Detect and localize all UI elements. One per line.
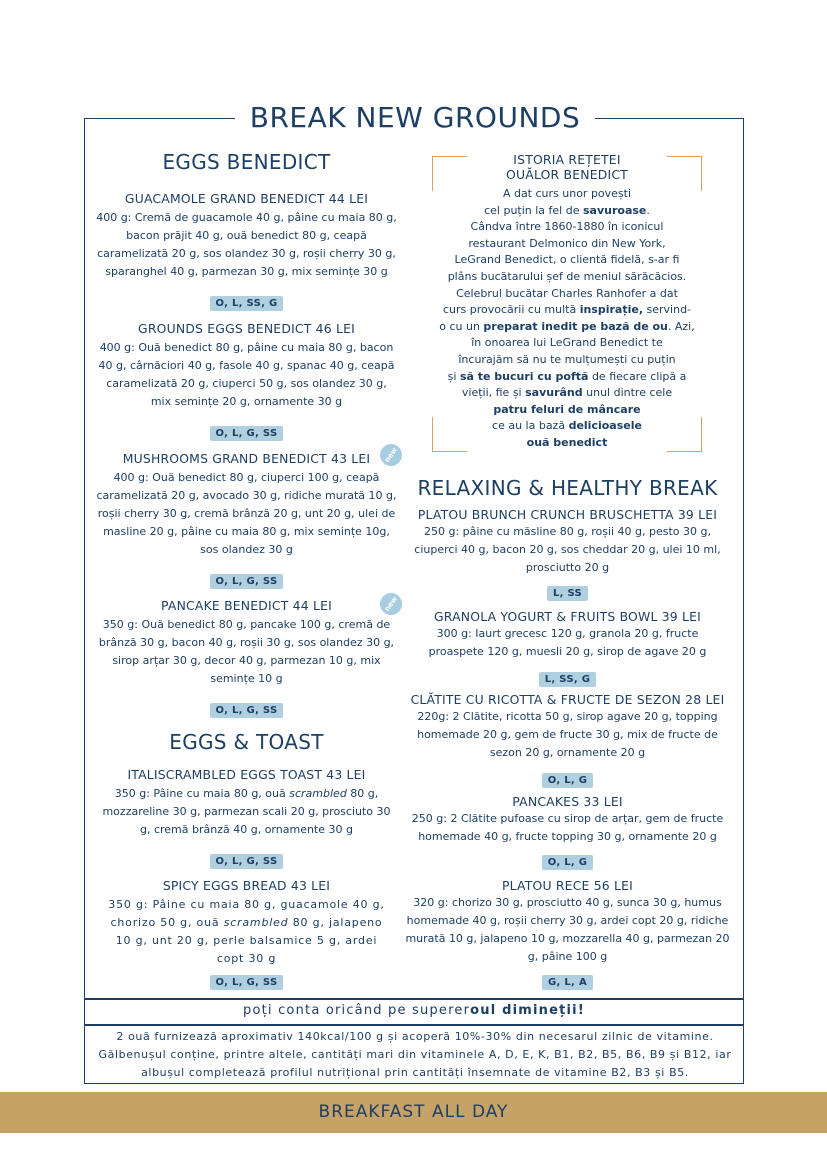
item-name: PANCAKE BENEDICT 44 LEI — [161, 598, 332, 613]
item-name: ITALISCRAMBLED EGGS TOAST 43 LEI — [127, 767, 366, 782]
allergen-badge: O, L, G, SS — [210, 975, 284, 990]
section-heading-eggs-toast: EGGS & TOAST — [169, 730, 324, 754]
item-name: GUACAMOLE GRAND BENEDICT 44 LEI — [124, 191, 369, 206]
item-description — [95, 469, 398, 559]
section-heading-eggs-benedict: EGGS BENEDICT — [162, 150, 331, 174]
corner-ornament — [667, 417, 702, 452]
desc-line: caramelizată 20 g, avocado 30 g, ridiche murată 10 g, — [96, 489, 397, 502]
allergen-badge: O, L, G, SS — [210, 703, 284, 718]
desc-line: semințe 10 g — [210, 672, 283, 685]
desc-line: mozzareline 30 g, parmezan scali 20 g, prosciuto 30 — [102, 805, 391, 818]
desc-line: 400 g: Ouă benedict 80 g, ciuperci 100 g, ceapă — [113, 471, 380, 484]
menu-item — [95, 597, 398, 718]
menu-item — [405, 793, 730, 870]
menu-item — [405, 506, 730, 601]
corner-ornament — [667, 156, 702, 191]
desc-line: g, cremă brânză 40 g, ornamente 30 g — [139, 823, 353, 836]
page-title: BREAK NEW GROUNDS — [235, 100, 595, 136]
item-description: 220g: 2 Clătite, ricotta 50 g, sirop agave 20 g, topping homemade 20 g, gem de fructe 30 g, mix de fructe de sezon 20 g, ornamente 20 g — [417, 710, 718, 759]
menu-item — [95, 190, 398, 311]
item-description: 300 g: Iaurt grecesc 120 g, granola 20 g, fructe proaspete 120 g, muesli 20 g, sirop de agave 20 g — [428, 627, 707, 658]
item-name: CLĂTITE CU RICOTTA & FRUCTE DE SEZON 28 LEI — [410, 692, 725, 707]
desc-line: 400 g: Cremă de guacamole 40 g, pâine cu maia 80 g, — [96, 211, 397, 224]
corner-ornament — [432, 417, 467, 452]
desc-line: caramelizată 20 g, ciuperci 50 g, sos olandez 30 g, — [106, 377, 387, 390]
desc-line: 10 g, unt 20 g, perle balsamice 5 g, ardei — [115, 934, 378, 947]
desc-line: masline 20 g, pâine cu maia 80 g, mix semințe 10g, — [103, 525, 390, 538]
item-description — [95, 339, 398, 411]
breakfast-all-day-banner: BREAKFAST ALL DAY — [0, 1092, 827, 1133]
desc-line: chorizo 50 g, ouă scrambled 80 g, jalapeno — [110, 916, 383, 929]
tagline: poți conta oricând pe supereroul dimineții! — [243, 1003, 585, 1018]
desc-line: 350 g: Ouă benedict 80 g, pancake 100 g, cremă de — [102, 618, 391, 631]
eggs-toast-heading-block — [95, 728, 398, 756]
menu-item — [95, 320, 398, 441]
allergen-badge: O, L, G, SS — [210, 854, 284, 869]
allergen-badge: L, SS — [547, 586, 588, 601]
eggs-benedict-heading-block — [95, 148, 398, 176]
story-text: A dat curs unor povești cel puțin la fel de savuroase. Cândva între 1860-1880 în iconicul restaurant Delmonico din New York, LeGrand Benedict, o clientă fidelă, s-ar fi plâns bucătarului șef de meniul sărăcăcios. Celebrul bucătar Charles Ranhofer a dat curs provocării cu multă inspirație, servind- o cu un preparat inedit pe bază de ou. Azi, în onoarea lui LeGrand Benedict te încurajăm să nu te mulțumești cu puțin și să te bucuri cu poftă de fiecare clipă a vieții, fie și savurând unul dintre cele patru feluri de mâncare ce au la bază delicioasele ouă benedict — [439, 187, 695, 449]
menu-item — [95, 766, 398, 869]
new-badge-icon: new — [376, 440, 407, 471]
desc-line: copt 30 g — [216, 952, 277, 965]
menu-item — [405, 877, 730, 990]
desc-line: caramelizată 20 g, sos olandez 30 g, roșii cherry 30 g, — [97, 247, 396, 260]
allergen-badge: G, L, A — [542, 975, 593, 990]
item-description: 320 g: chorizo 30 g, prosciutto 40 g, sunca 30 g, humus homemade 40 g, roșii cherry 30 g, ardei copt 20 g, ridiche murată 10 g, jalapeno 10 g, mozzarella 40 g, parmezan 20 g, pâine 100 g — [405, 896, 730, 963]
new-badge-icon: new — [376, 589, 407, 620]
divider — [84, 1024, 744, 1026]
desc-line: bacon prăjit 40 g, ouă benedict 80 g, ceapă — [126, 229, 367, 242]
item-name: PLATOU RECE 56 LEI — [501, 878, 634, 893]
item-name: PLATOU BRUNCH CRUNCH BRUSCHETTA 39 LEI — [417, 507, 718, 522]
allergen-badge: O, L, G — [542, 855, 594, 870]
item-description: 250 g: pâine cu măsline 80 g, roșii 40 g, pesto 30 g, ciuperci 40 g, bacon 20 g, sos cheddar 20 g, ulei 10 ml, prosciutto 20 g — [414, 525, 721, 574]
item-description — [95, 209, 398, 281]
menu-item — [95, 877, 398, 990]
desc-line: sirop arțar 30 g, decor 40 g, parmezan 10 g, mix — [112, 654, 381, 667]
allergen-badge: O, L, SS, G — [210, 296, 284, 311]
story-box — [432, 152, 702, 452]
item-name: GROUNDS EGGS BENEDICT 46 LEI — [138, 321, 355, 336]
item-name: GRANOLA YOGURT & FRUITS BOWL 39 LEI — [434, 609, 701, 624]
corner-ornament — [432, 156, 467, 191]
desc-line: 350 g: Pâine cu maia 80 g, guacamole 40 g, — [108, 898, 385, 911]
item-description — [95, 785, 398, 839]
desc-line: sparanghel 40 g, parmezan 30 g, mix semințe 30 g — [105, 265, 388, 278]
item-name: PANCAKES 33 LEI — [512, 794, 623, 809]
desc-line: mix semințe 20 g, ornamente 30 g — [150, 395, 343, 408]
item-name: MUSHROOMS GRAND BENEDICT 43 LEI — [122, 451, 371, 466]
allergen-badge: L, SS, G — [539, 672, 597, 687]
section-heading-relaxing: RELAXING & HEALTHY BREAK — [417, 476, 718, 500]
item-description — [95, 616, 398, 688]
allergen-badge: O, L, G, SS — [210, 426, 284, 441]
menu-item — [405, 608, 730, 687]
desc-line: roșii cherry 30 g, cremă brânză 20 g, unt 20 g, ulei de — [97, 507, 396, 520]
menu-item — [95, 450, 398, 589]
item-description — [95, 896, 398, 968]
menu-item — [405, 691, 730, 788]
desc-line: 40 g, cârnăciori 40 g, fasole 40 g, spanac 40 g, ceapă — [98, 359, 395, 372]
desc-line: 400 g: Ouă benedict 80 g, pâine cu maia 80 g, bacon — [99, 341, 394, 354]
nutrition-note: 2 ouă furnizează aproximativ 140kcal/100 g și acoperă 10%-30% din necesarul zilnic de vitamine. Gălbenușul conține, printre altele, cantități mari din vitaminele A, D, E, K, B1, B2, B5, B6, B9 și B12, iar albușul completează profilul nutrițional prin cantități însemnate de vitamine B2, B3 și B5. — [98, 1030, 732, 1079]
allergen-badge: O, L, G, SS — [210, 574, 284, 589]
story-title: ISTORIA REȚETEI OUĂLOR BENEDICT — [506, 152, 628, 182]
allergen-badge: O, L, G — [542, 773, 594, 788]
desc-line: sos olandez 30 g — [200, 543, 293, 556]
item-description: 250 g: 2 Clătite pufoase cu sirop de arțar, gem de fructe homemade 40 g, fructe topping 30 g, ornamente 20 g — [411, 812, 724, 843]
desc-line: 350 g: Pâine cu maia 80 g, ouă scrambled 80 g, — [114, 787, 379, 800]
desc-line: brânză 30 g, bacon 40 g, roșii 30 g, sos olandez 30 g, — [98, 636, 395, 649]
relaxing-heading-block — [405, 474, 730, 502]
item-name: SPICY EGGS BREAD 43 LEI — [162, 878, 331, 893]
